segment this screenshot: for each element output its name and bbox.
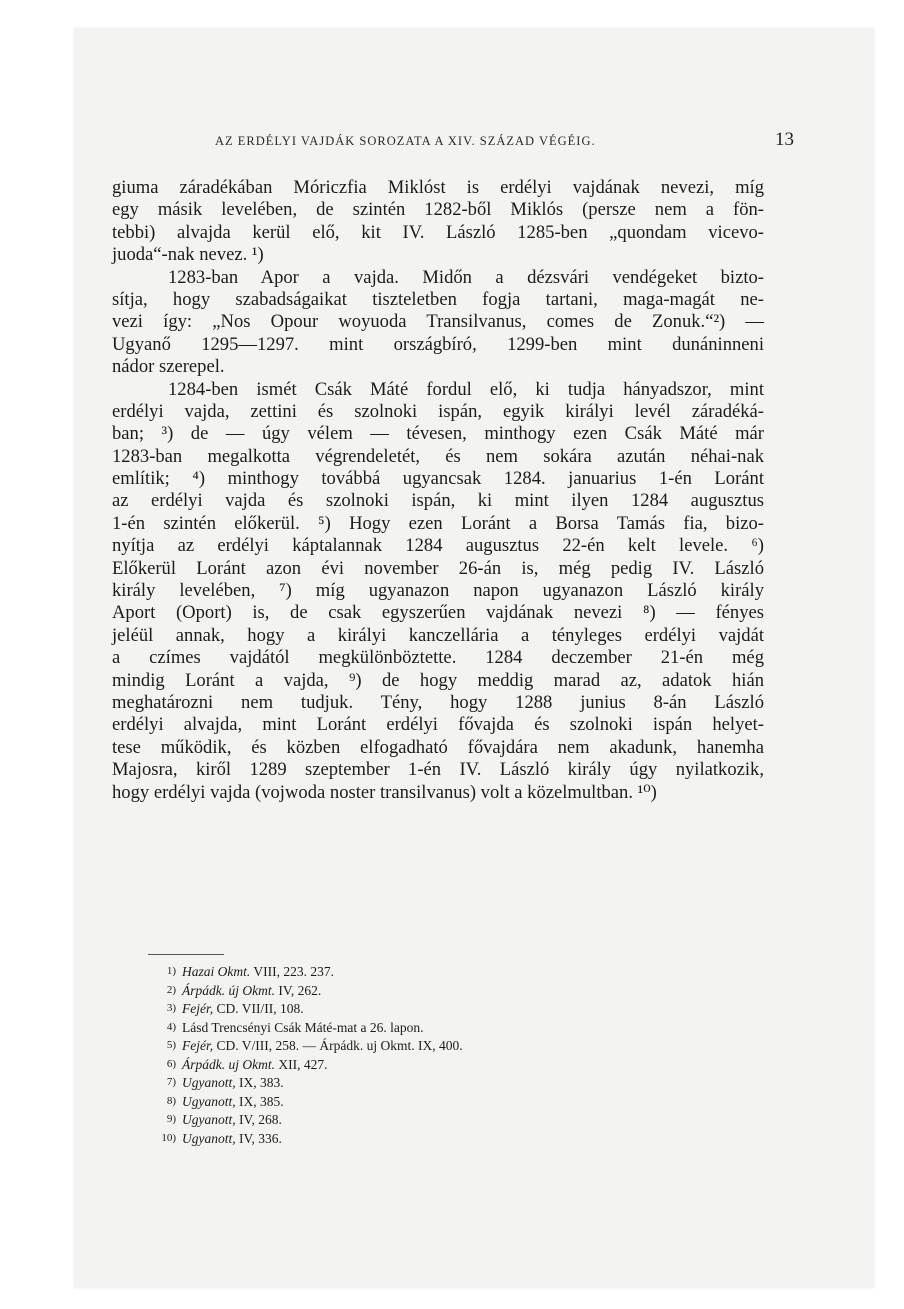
footnote: [150, 1055, 630, 1074]
footnote-number: 8): [166, 1094, 176, 1107]
text-line: Előkerül Loránt azon évi november 26-án is, még pedig IV. László: [112, 557, 764, 579]
text-line: erdélyi alvajda, mint Loránt erdélyi fővajda és szolnoki ispán helyet-: [112, 714, 764, 736]
body-text: [112, 177, 764, 804]
footnote: [150, 1073, 630, 1092]
text-line: 1283-ban megalkotta végrendeletét, és nem sokára azután néhai-nak: [112, 445, 764, 467]
text-line: meghatározni nem tudjuk. Tény, hogy 1288 junius 8-án László: [112, 691, 764, 713]
footnote-number: 7): [166, 1076, 176, 1088]
footnote-text: VIII, 223. 237.: [250, 964, 334, 979]
text-line: mindig Loránt a vajda, ⁹) de hogy meddig marad az, adatok hián: [112, 669, 764, 691]
footnote-source: Hazai Okmt.: [182, 964, 251, 979]
text-line: erdélyi vajda, zettini és szolnoki ispán, egyik királyi levél záradéká-: [112, 400, 764, 422]
text-line: 1284-ben ismét Csák Máté fordul elő, ki tudja hányadszor, mint: [168, 378, 764, 400]
footnote-source: Ugyanott,: [182, 1112, 236, 1127]
text-line: 1283-ban Apor a vajda. Midőn a dézsvári vendégeket bizto-: [168, 266, 764, 288]
footnote-number: 9): [166, 1113, 176, 1125]
footnotes: [150, 962, 630, 1147]
footnote-source: Fejér,: [182, 1038, 214, 1053]
footnote: [150, 999, 630, 1018]
footnote: [150, 1110, 630, 1129]
footnote: [150, 981, 630, 1000]
text-line: egy másik levelében, de szintén 1282-ből Miklós (persze nem a fön-: [112, 199, 764, 221]
text-line: tebbi) alvajda kerül elő, kit IV. László 1285-ben „quondam vicevo-: [112, 221, 764, 243]
footnote-number: 3): [166, 1002, 176, 1014]
footnote-number: 2): [166, 983, 176, 996]
text-line: említik; ⁴) minthogy továbbá ugyancsak 1284. januarius 1-én Loránt: [112, 468, 764, 490]
footnote-text: CD. V/III, 258. — Árpádk. uj Okmt. IX, 400.: [213, 1038, 463, 1053]
footnote-number: 6): [166, 1057, 176, 1070]
text-line: Majosra, kiről 1289 szeptember 1-én IV. László király úgy nyilatkozik,: [112, 759, 764, 781]
text-line: Aport (Oport) is, de csak egyszerűen vajdának nevezi ⁸) — fényes: [112, 602, 764, 624]
text-line: ban; ³) de — úgy vélem — tévesen, minthogy ezen Csák Máté már: [112, 423, 764, 445]
text-line: nyítja az erdélyi káptalannak 1284 augusztus 22-én kelt levele. ⁶): [112, 535, 764, 557]
text-line: az erdélyi vajda és szolnoki ispán, ki mint ilyen 1284 augusztus: [112, 490, 764, 512]
footnote-source: Ugyanott,: [182, 1130, 236, 1146]
footnote-text: CD. VII/II, 108.: [213, 1001, 304, 1016]
text-line: 1-én szintén előkerül. ⁵) Hogy ezen Loránt a Borsa Tamás fia, bizo-: [112, 512, 764, 534]
footnote: [150, 1129, 630, 1148]
footnote-text: IV, 268.: [235, 1112, 282, 1127]
footnote-number: 5): [166, 1039, 176, 1051]
text-line: sítja, hogy szabadságaikat tiszteletben fogja tartani, maga-magát ne-: [112, 288, 764, 310]
text-line: király levelében, ⁷) míg ugyanazon napon ugyanazon László király: [112, 580, 764, 602]
text-line: vezi így: „Nos Opour woyuoda Transilvanus, comes de Zonuk.“²) —: [112, 311, 764, 333]
footnote-number: 4): [166, 1020, 176, 1033]
footnote-source: Ugyanott,: [182, 1093, 236, 1109]
footnote-text: IX, 383.: [235, 1075, 284, 1090]
footnote-source: Ugyanott,: [182, 1075, 236, 1090]
text-line: juoda“-nak nevez. ¹): [112, 244, 264, 266]
page-number: 13: [775, 129, 794, 150]
text-line: giuma záradékában Móriczfia Miklóst is erdélyi vajdának nevezi, míg: [112, 177, 764, 198]
footnote-divider: [148, 954, 224, 955]
footnote-text: IV, 262.: [274, 982, 322, 998]
footnote-number: 10): [161, 1131, 176, 1144]
footnote: [150, 1092, 630, 1111]
footnote-text: XII, 427.: [274, 1056, 328, 1072]
footnote-text: IX, 385.: [235, 1093, 284, 1109]
footnote-text: Lásd Trencsényi Csák Máté-mat a 26. lapon.: [182, 1019, 424, 1035]
text-line: hogy erdélyi vajda (vojwoda noster transilvanus) volt a közelmultban. ¹⁰): [112, 781, 657, 803]
text-line: jeléül annak, hogy a királyi kanczellária a tényleges erdélyi vajdát: [112, 624, 764, 646]
footnote-source: Fejér,: [182, 1001, 214, 1016]
text-line: Ugyanő 1295—1297. mint országbíró, 1299-ben mint dunáninneni: [112, 333, 764, 355]
footnote-source: Árpádk. új Okmt.: [182, 982, 275, 998]
running-head: AZ ERDÉLYI VAJDÁK SOROZATA A XIV. SZÁZAD VÉGÉIG.: [215, 134, 596, 148]
footnote: [150, 1036, 630, 1055]
footnote: [150, 962, 630, 981]
footnote-source: Árpádk. uj Okmt.: [182, 1056, 275, 1072]
footnote-text: IV, 336.: [235, 1130, 282, 1146]
text-line: nádor szerepel.: [112, 356, 225, 378]
text-line: tese működik, és közben elfogadható fővajdára nem akadunk, hanemha: [112, 736, 764, 758]
text-line: a czímes vajdától megkülönböztette. 1284 deczember 21-én még: [112, 647, 764, 669]
footnote-number: 1): [166, 965, 176, 977]
footnote: [150, 1018, 630, 1037]
